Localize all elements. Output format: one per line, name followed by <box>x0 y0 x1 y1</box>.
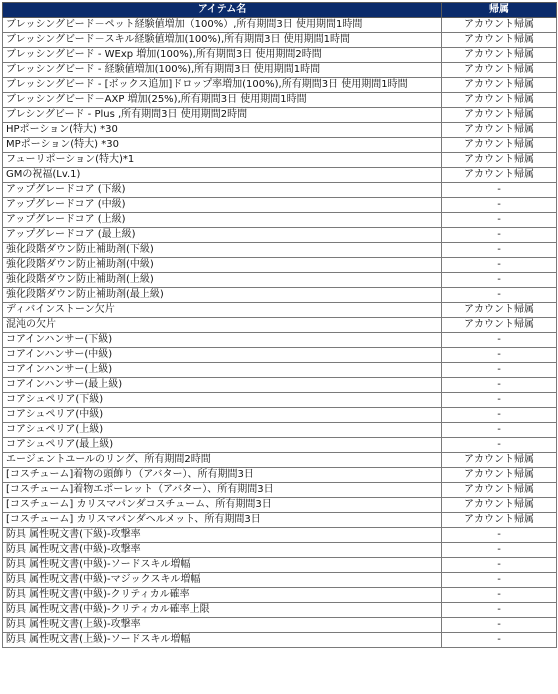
binding-cell: アカウント帰属 <box>442 108 557 123</box>
binding-header: 帰属 <box>442 3 557 18</box>
table-row <box>3 93 557 108</box>
table-row <box>3 528 557 543</box>
table-row <box>3 123 557 138</box>
table-row <box>3 243 557 258</box>
table-row <box>3 393 557 408</box>
binding-cell: アカウント帰属 <box>442 168 557 183</box>
item-name-cell: 防具 属性呪文書(中級)-マジックスキル増幅 <box>3 573 442 588</box>
binding-cell: - <box>442 333 557 348</box>
table-row <box>3 108 557 123</box>
table-row <box>3 573 557 588</box>
binding-cell: アカウント帰属 <box>442 123 557 138</box>
table-row <box>3 153 557 168</box>
table-row <box>3 468 557 483</box>
binding-cell: - <box>442 528 557 543</box>
table-row <box>3 618 557 633</box>
table-row <box>3 258 557 273</box>
item-name-cell: アップグレードコア (最上級) <box>3 228 442 243</box>
table-row <box>3 303 557 318</box>
binding-cell: - <box>442 618 557 633</box>
item-name-cell: 防具 属性呪文書(上級)-攻撃率 <box>3 618 442 633</box>
table-row <box>3 558 557 573</box>
item-name-cell: ブレッシングビード－ペット経験値増加（100%）,所有期間3日 使用期間1時間 <box>3 18 442 33</box>
binding-cell: - <box>442 438 557 453</box>
table-row <box>3 453 557 468</box>
table-row <box>3 378 557 393</box>
table-row <box>3 333 557 348</box>
table-row <box>3 513 557 528</box>
table-row <box>3 603 557 618</box>
item-name-cell: ブレッシングビード - WExp 増加(100%),所有期間3日 使用期間2時間 <box>3 48 442 63</box>
binding-cell: アカウント帰属 <box>442 33 557 48</box>
table-row <box>3 498 557 513</box>
binding-cell: - <box>442 543 557 558</box>
item-name-cell: ブレッシングビード - 経験値増加(100%),所有期間3日 使用期間1時間 <box>3 63 442 78</box>
binding-cell: - <box>442 633 557 648</box>
table-row <box>3 588 557 603</box>
binding-cell: - <box>442 228 557 243</box>
item-name-cell: コアインハンサー(上級) <box>3 363 442 378</box>
binding-cell: アカウント帰属 <box>442 93 557 108</box>
table-row <box>3 33 557 48</box>
item-name-cell: ブレッシングビード－AXP 増加(25%),所有期間3日 使用期間1時間 <box>3 93 442 108</box>
table-row <box>3 63 557 78</box>
binding-cell: アカウント帰属 <box>442 483 557 498</box>
item-name-cell: 強化段階ダウン防止補助剤(上級) <box>3 273 442 288</box>
table-row <box>3 213 557 228</box>
item-name-cell: コアインハンサー(中級) <box>3 348 442 363</box>
binding-cell: - <box>442 348 557 363</box>
item-name-cell: [コスチューム] カリスマパンダコスチューム、所有期間3日 <box>3 498 442 513</box>
item-name-header: アイテム名 <box>3 3 442 18</box>
item-name-cell: エージェントユールのリング、所有期間2時間 <box>3 453 442 468</box>
item-name-cell: ブレシングビード - Plus ,所有期間3日 使用期間2時間 <box>3 108 442 123</box>
item-name-cell: 強化段階ダウン防止補助剤(中級) <box>3 258 442 273</box>
table-body <box>3 18 557 648</box>
binding-cell: アカウント帰属 <box>442 153 557 168</box>
table-row <box>3 138 557 153</box>
table-row <box>3 168 557 183</box>
table-row <box>3 183 557 198</box>
binding-cell: アカウント帰属 <box>442 453 557 468</box>
binding-cell: - <box>442 288 557 303</box>
table-row <box>3 543 557 558</box>
item-name-cell: コアシュペリア(上級) <box>3 423 442 438</box>
item-name-cell: コアシュペリア(最上級) <box>3 438 442 453</box>
item-name-cell: HPポーション(特大) *30 <box>3 123 442 138</box>
item-name-cell: 防具 属性呪文書(中級)-攻撃率 <box>3 543 442 558</box>
item-name-cell: ブレッシングビード－スキル経験値増加(100%),所有期間3日 使用期間1時間 <box>3 33 442 48</box>
binding-cell: - <box>442 573 557 588</box>
table-row <box>3 48 557 63</box>
binding-cell: - <box>442 393 557 408</box>
item-name-cell: アップグレードコア (下級) <box>3 183 442 198</box>
binding-cell: アカウント帰属 <box>442 513 557 528</box>
binding-cell: アカウント帰属 <box>442 468 557 483</box>
binding-cell: アカウント帰属 <box>442 303 557 318</box>
table-row <box>3 483 557 498</box>
binding-cell: アカウント帰属 <box>442 63 557 78</box>
item-name-cell: 防具 属性呪文書(中級)-クリティカル確率上限 <box>3 603 442 618</box>
table-row <box>3 318 557 333</box>
table-row <box>3 228 557 243</box>
item-name-cell: MPポーション(特大) *30 <box>3 138 442 153</box>
table-row <box>3 438 557 453</box>
binding-cell: アカウント帰属 <box>442 138 557 153</box>
table-row <box>3 363 557 378</box>
item-name-cell: 防具 属性呪文書(中級)-ソードスキル増幅 <box>3 558 442 573</box>
binding-cell: アカウント帰属 <box>442 318 557 333</box>
table-row <box>3 273 557 288</box>
item-name-cell: [コスチューム] カリスマパンダヘルメット、所有期間3日 <box>3 513 442 528</box>
header-row <box>3 3 557 18</box>
binding-cell: アカウント帰属 <box>442 48 557 63</box>
binding-cell: - <box>442 363 557 378</box>
binding-cell: アカウント帰属 <box>442 78 557 93</box>
item-name-cell: コアインハンサー(下級) <box>3 333 442 348</box>
binding-cell: - <box>442 558 557 573</box>
item-name-cell: [コスチューム]着物エポーレット（アバター）、所有期間3日 <box>3 483 442 498</box>
table-row <box>3 288 557 303</box>
item-name-cell: フューリポーション(特大)*1 <box>3 153 442 168</box>
item-name-cell: ディバインストーン欠片 <box>3 303 442 318</box>
item-name-cell: 強化段階ダウン防止補助剤(下級) <box>3 243 442 258</box>
binding-cell: アカウント帰属 <box>442 18 557 33</box>
table-row <box>3 198 557 213</box>
item-name-cell: 防具 属性呪文書(下級)-攻撃率 <box>3 528 442 543</box>
table-row <box>3 633 557 648</box>
item-name-cell: [コスチューム]着物の頭飾り（アバター）、所有期間3日 <box>3 468 442 483</box>
table-row <box>3 18 557 33</box>
item-name-cell: コアインハンサー(最上級) <box>3 378 442 393</box>
item-name-cell: コアシュペリア(下級) <box>3 393 442 408</box>
table-row <box>3 423 557 438</box>
item-name-cell: 強化段階ダウン防止補助剤(最上級) <box>3 288 442 303</box>
item-name-cell: 防具 属性呪文書(中級)-クリティカル確率 <box>3 588 442 603</box>
item-name-cell: GMの祝福(Lv.1) <box>3 168 442 183</box>
item-name-cell: アップグレードコア (中級) <box>3 198 442 213</box>
item-name-cell: 混沌の欠片 <box>3 318 442 333</box>
item-table <box>2 2 557 648</box>
item-name-cell: 防具 属性呪文書(上級)-ソードスキル増幅 <box>3 633 442 648</box>
binding-cell: - <box>442 243 557 258</box>
binding-cell: - <box>442 588 557 603</box>
table-row <box>3 348 557 363</box>
binding-cell: - <box>442 198 557 213</box>
item-name-cell: ブレッシングビード - [ボックス追加]ドロップ率増加(100%),所有期間3日 使用期間1時間 <box>3 78 442 93</box>
binding-cell: - <box>442 603 557 618</box>
binding-cell: アカウント帰属 <box>442 498 557 513</box>
binding-cell: - <box>442 423 557 438</box>
item-name-cell: コアシュペリア(中級) <box>3 408 442 423</box>
table-row <box>3 78 557 93</box>
binding-cell: - <box>442 273 557 288</box>
binding-cell: - <box>442 213 557 228</box>
binding-cell: - <box>442 183 557 198</box>
table-row <box>3 408 557 423</box>
binding-cell: - <box>442 408 557 423</box>
binding-cell: - <box>442 378 557 393</box>
binding-cell: - <box>442 258 557 273</box>
item-name-cell: アップグレードコア (上級) <box>3 213 442 228</box>
